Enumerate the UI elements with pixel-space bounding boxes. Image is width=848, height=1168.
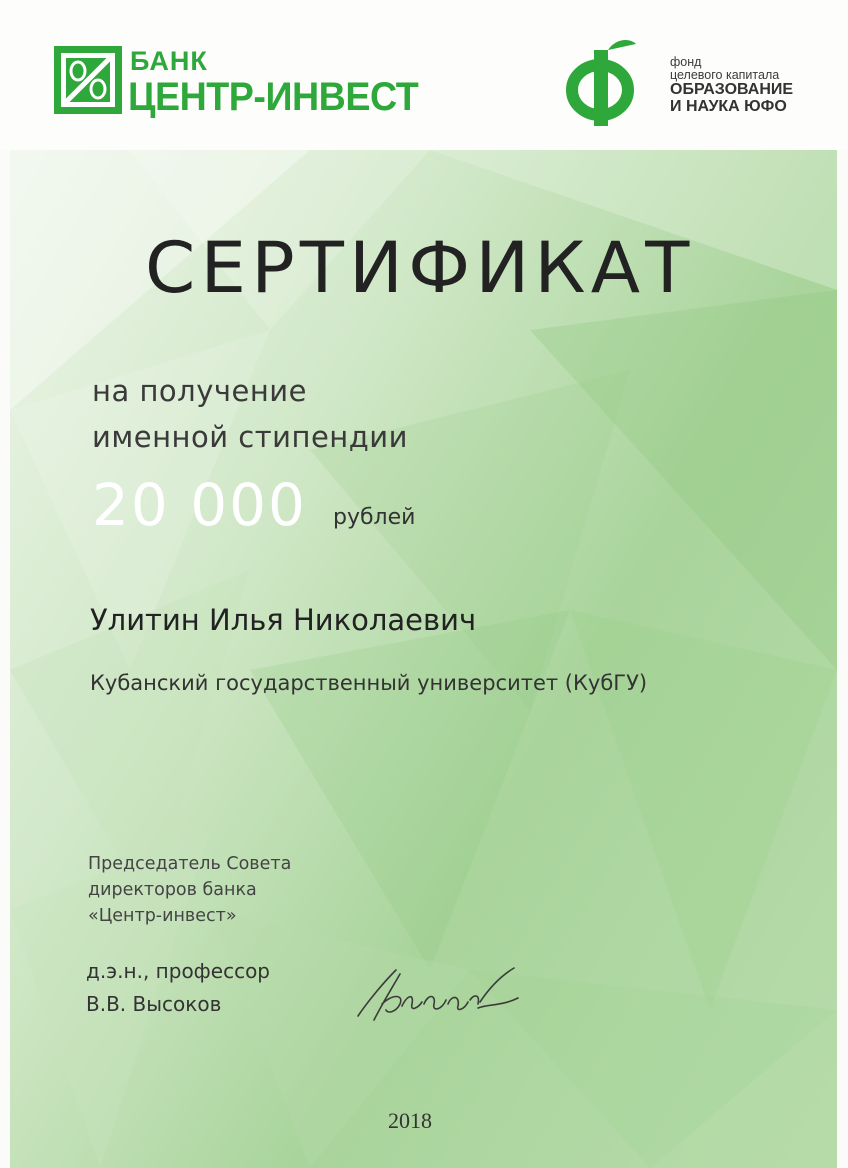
position-line-3: «Центр-инвест» — [88, 906, 237, 926]
bank-name: ЦЕНТР-ИНВЕСТ — [128, 75, 419, 119]
bank-logo-icon — [52, 44, 124, 116]
currency-label: рублей — [333, 505, 416, 530]
scholarship-amount: 20 000 — [92, 471, 307, 539]
fund-line-4: И НАУКА ЮФО — [670, 97, 787, 115]
certificate-subtitle — [92, 368, 408, 460]
certificate-header — [0, 0, 848, 150]
certificate-title: СЕРТИФИКАТ — [145, 227, 695, 309]
fund-line-3: ОБРАЗОВАНИЕ — [670, 81, 794, 98]
position-line-2: директоров банка — [88, 880, 257, 900]
position-line-1: Председатель Совета — [88, 854, 292, 874]
university-name: Кубанский государственный университет (КубГУ) — [90, 671, 648, 695]
signatory-name: В.В. Высоков — [86, 992, 222, 1016]
subtitle-line-1: на получение — [92, 374, 307, 408]
fund-line-1: фонд — [670, 55, 702, 69]
fund-logo-icon — [566, 36, 662, 128]
signatory-degree: д.э.н., профессор — [86, 959, 271, 983]
subtitle-line-2: именной стипендии — [92, 420, 408, 454]
recipient-name: Улитин Илья Николаевич — [90, 603, 477, 637]
fund-name — [670, 56, 793, 115]
bank-word: БАНК — [130, 46, 208, 76]
signatory-position — [88, 851, 291, 929]
handwritten-signature — [352, 964, 522, 1026]
certificate-year: 2018 — [388, 1108, 432, 1133]
fund-line-2: целевого капитала — [670, 68, 780, 82]
